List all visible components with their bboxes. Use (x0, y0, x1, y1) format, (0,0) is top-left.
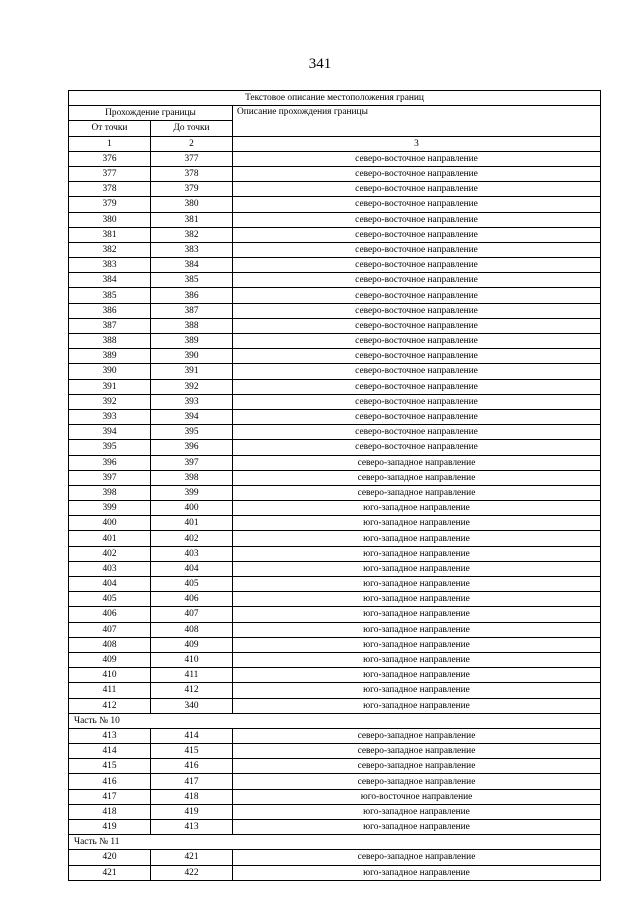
part-label: Часть № 11 (69, 835, 601, 850)
to-point-cell: 401 (151, 516, 233, 531)
from-point-cell: 411 (69, 683, 151, 698)
table-row (69, 455, 601, 470)
to-point-cell: 390 (151, 349, 233, 364)
from-point-cell: 401 (69, 531, 151, 546)
table-column-number-row (69, 136, 601, 151)
direction-cell: северо-восточное направление (233, 151, 601, 166)
direction-cell: северо-западное направление (233, 759, 601, 774)
from-point-cell: 392 (69, 394, 151, 409)
table-row (69, 804, 601, 819)
to-point-cell: 387 (151, 303, 233, 318)
from-point-cell: 388 (69, 334, 151, 349)
direction-cell: северо-западное направление (233, 485, 601, 500)
group-header: Прохождение границы (69, 106, 233, 121)
to-point-cell: 382 (151, 227, 233, 242)
to-point-cell: 422 (151, 865, 233, 880)
direction-cell: юго-западное направление (233, 592, 601, 607)
from-point-cell: 390 (69, 364, 151, 379)
column-number-1: 1 (69, 136, 151, 151)
from-point-cell: 402 (69, 546, 151, 561)
to-point-cell: 384 (151, 258, 233, 273)
from-point-cell: 382 (69, 242, 151, 257)
table-row (69, 774, 601, 789)
table-row (69, 546, 601, 561)
from-point-cell: 418 (69, 804, 151, 819)
to-point-cell: 396 (151, 440, 233, 455)
from-point-cell: 376 (69, 151, 151, 166)
direction-cell: юго-западное направление (233, 865, 601, 880)
to-point-cell: 381 (151, 212, 233, 227)
table-group-header-row (69, 106, 601, 121)
table-row (69, 637, 601, 652)
direction-cell: северо-восточное направление (233, 197, 601, 212)
table-row (69, 728, 601, 743)
to-point-cell: 421 (151, 850, 233, 865)
to-point-cell: 377 (151, 151, 233, 166)
from-point-cell: 380 (69, 212, 151, 227)
to-point-cell: 408 (151, 622, 233, 637)
from-point-cell: 394 (69, 425, 151, 440)
from-point-cell: 400 (69, 516, 151, 531)
to-point-cell: 340 (151, 698, 233, 713)
direction-cell: северо-восточное направление (233, 166, 601, 181)
from-point-cell: 377 (69, 166, 151, 181)
from-point-cell: 398 (69, 485, 151, 500)
from-point-cell: 412 (69, 698, 151, 713)
table-row (69, 425, 601, 440)
direction-cell: северо-восточное направление (233, 212, 601, 227)
direction-cell: юго-западное направление (233, 516, 601, 531)
table-row (69, 409, 601, 424)
to-point-cell: 400 (151, 501, 233, 516)
direction-cell: северо-восточное направление (233, 409, 601, 424)
to-point-cell: 395 (151, 425, 233, 440)
table-row (69, 182, 601, 197)
table-row (69, 516, 601, 531)
to-point-cell: 416 (151, 759, 233, 774)
part-label: Часть № 10 (69, 713, 601, 728)
direction-cell: северо-восточное направление (233, 182, 601, 197)
direction-cell: северо-западное направление (233, 455, 601, 470)
table-row (69, 759, 601, 774)
direction-cell: северо-восточное направление (233, 242, 601, 257)
direction-cell: юго-западное направление (233, 622, 601, 637)
from-point-cell: 408 (69, 637, 151, 652)
table-row (69, 683, 601, 698)
from-point-cell: 410 (69, 668, 151, 683)
description-header: Описание прохождения границы (233, 106, 601, 136)
from-point-cell: 385 (69, 288, 151, 303)
direction-cell: северо-восточное направление (233, 288, 601, 303)
direction-cell: юго-западное направление (233, 652, 601, 667)
from-point-cell: 409 (69, 652, 151, 667)
table-row (69, 379, 601, 394)
table-row (69, 288, 601, 303)
table-row (69, 607, 601, 622)
direction-cell: северо-восточное направление (233, 227, 601, 242)
boundary-description-table (68, 90, 601, 881)
table-row (69, 470, 601, 485)
from-point-cell: 419 (69, 820, 151, 835)
to-point-cell: 418 (151, 789, 233, 804)
direction-cell: юго-западное направление (233, 546, 601, 561)
table-row (69, 744, 601, 759)
from-point-cell: 403 (69, 561, 151, 576)
table-row (69, 850, 601, 865)
direction-cell: северо-восточное направление (233, 394, 601, 409)
direction-cell: северо-западное направление (233, 774, 601, 789)
to-point-cell: 399 (151, 485, 233, 500)
from-point-cell: 395 (69, 440, 151, 455)
table-row (69, 151, 601, 166)
direction-cell: юго-западное направление (233, 637, 601, 652)
column-number-2: 2 (151, 136, 233, 151)
table-row (69, 485, 601, 500)
to-point-cell: 405 (151, 577, 233, 592)
table-row (69, 561, 601, 576)
table-body (69, 151, 601, 880)
direction-cell: юго-западное направление (233, 698, 601, 713)
direction-cell: юго-западное направление (233, 804, 601, 819)
table-row (69, 273, 601, 288)
from-point-cell: 416 (69, 774, 151, 789)
to-point-cell: 393 (151, 394, 233, 409)
direction-cell: северо-западное направление (233, 728, 601, 743)
to-point-cell: 394 (151, 409, 233, 424)
direction-cell: северо-восточное направление (233, 440, 601, 455)
to-point-cell: 413 (151, 820, 233, 835)
to-point-cell: 411 (151, 668, 233, 683)
to-point-cell: 398 (151, 470, 233, 485)
from-point-cell: 413 (69, 728, 151, 743)
direction-cell: юго-западное направление (233, 668, 601, 683)
from-point-cell: 397 (69, 470, 151, 485)
from-point-cell: 404 (69, 577, 151, 592)
to-point-cell: 407 (151, 607, 233, 622)
direction-cell: северо-западное направление (233, 850, 601, 865)
to-point-cell: 385 (151, 273, 233, 288)
from-point-cell: 381 (69, 227, 151, 242)
to-point-cell: 397 (151, 455, 233, 470)
table-row (69, 303, 601, 318)
table-row (69, 698, 601, 713)
from-point-cell: 405 (69, 592, 151, 607)
to-point-cell: 380 (151, 197, 233, 212)
direction-cell: северо-западное направление (233, 744, 601, 759)
table-row (69, 789, 601, 804)
column-header-to: До точки (151, 121, 233, 136)
from-point-cell: 417 (69, 789, 151, 804)
direction-cell: северо-восточное направление (233, 318, 601, 333)
table-row (69, 440, 601, 455)
from-point-cell: 384 (69, 273, 151, 288)
from-point-cell: 399 (69, 501, 151, 516)
table-title: Текстовое описание местоположения границ (69, 91, 601, 106)
table-title-row (69, 91, 601, 106)
to-point-cell: 403 (151, 546, 233, 561)
direction-cell: юго-восточное направление (233, 789, 601, 804)
to-point-cell: 404 (151, 561, 233, 576)
direction-cell: юго-западное направление (233, 561, 601, 576)
table-row (69, 865, 601, 880)
direction-cell: северо-восточное направление (233, 349, 601, 364)
from-point-cell: 415 (69, 759, 151, 774)
table-row (69, 258, 601, 273)
from-point-cell: 414 (69, 744, 151, 759)
direction-cell: северо-восточное направление (233, 379, 601, 394)
table-row (69, 820, 601, 835)
table-row (69, 212, 601, 227)
direction-cell: юго-западное направление (233, 683, 601, 698)
table-row (69, 577, 601, 592)
to-point-cell: 389 (151, 334, 233, 349)
to-point-cell: 419 (151, 804, 233, 819)
table-row (69, 364, 601, 379)
table-row (69, 334, 601, 349)
to-point-cell: 386 (151, 288, 233, 303)
part-header-row (69, 835, 601, 850)
from-point-cell: 387 (69, 318, 151, 333)
from-point-cell: 383 (69, 258, 151, 273)
direction-cell: юго-западное направление (233, 531, 601, 546)
to-point-cell: 414 (151, 728, 233, 743)
table-row (69, 652, 601, 667)
from-point-cell: 420 (69, 850, 151, 865)
column-number-3: 3 (233, 136, 601, 151)
to-point-cell: 391 (151, 364, 233, 379)
direction-cell: юго-западное направление (233, 501, 601, 516)
from-point-cell: 389 (69, 349, 151, 364)
table-row (69, 349, 601, 364)
table-row (69, 531, 601, 546)
direction-cell: юго-западное направление (233, 577, 601, 592)
from-point-cell: 421 (69, 865, 151, 880)
table-row (69, 197, 601, 212)
table-row (69, 592, 601, 607)
to-point-cell: 383 (151, 242, 233, 257)
direction-cell: юго-западное направление (233, 607, 601, 622)
direction-cell: северо-восточное направление (233, 258, 601, 273)
part-header-row (69, 713, 601, 728)
from-point-cell: 386 (69, 303, 151, 318)
direction-cell: северо-западное направление (233, 470, 601, 485)
table-row (69, 668, 601, 683)
direction-cell: юго-западное направление (233, 820, 601, 835)
from-point-cell: 379 (69, 197, 151, 212)
to-point-cell: 410 (151, 652, 233, 667)
table-row (69, 622, 601, 637)
direction-cell: северо-восточное направление (233, 334, 601, 349)
from-point-cell: 391 (69, 379, 151, 394)
from-point-cell: 407 (69, 622, 151, 637)
direction-cell: северо-восточное направление (233, 364, 601, 379)
page-number: 341 (308, 56, 332, 72)
table-row (69, 166, 601, 181)
to-point-cell: 379 (151, 182, 233, 197)
table-row (69, 501, 601, 516)
to-point-cell: 415 (151, 744, 233, 759)
from-point-cell: 406 (69, 607, 151, 622)
from-point-cell: 378 (69, 182, 151, 197)
to-point-cell: 409 (151, 637, 233, 652)
to-point-cell: 417 (151, 774, 233, 789)
to-point-cell: 412 (151, 683, 233, 698)
from-point-cell: 396 (69, 455, 151, 470)
to-point-cell: 406 (151, 592, 233, 607)
table-row (69, 318, 601, 333)
table-row (69, 242, 601, 257)
from-point-cell: 393 (69, 409, 151, 424)
direction-cell: северо-восточное направление (233, 303, 601, 318)
to-point-cell: 388 (151, 318, 233, 333)
to-point-cell: 378 (151, 166, 233, 181)
direction-cell: северо-восточное направление (233, 273, 601, 288)
to-point-cell: 392 (151, 379, 233, 394)
direction-cell: северо-восточное направление (233, 425, 601, 440)
table-row (69, 394, 601, 409)
to-point-cell: 402 (151, 531, 233, 546)
table-row (69, 227, 601, 242)
column-header-from: От точки (69, 121, 151, 136)
